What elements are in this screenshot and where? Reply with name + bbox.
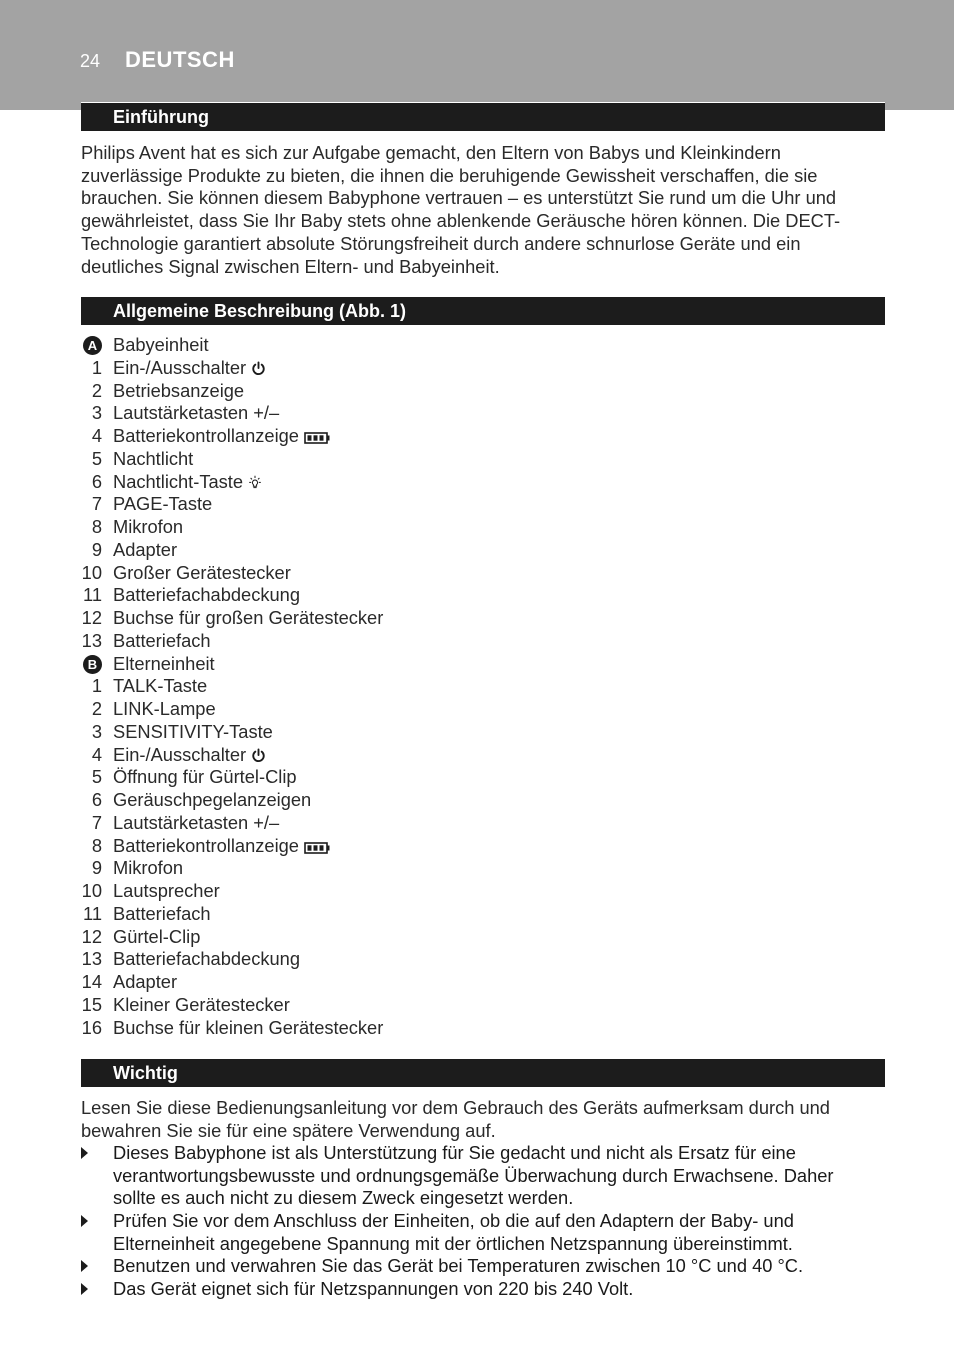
item-label-text: Adapter (113, 538, 178, 560)
item-label (113, 402, 279, 425)
item-label (113, 971, 177, 994)
item-label-text: Gürtel-Clip (113, 925, 201, 947)
item-label-text: Großer Gerätestecker (113, 561, 291, 583)
item-label (113, 903, 211, 926)
item-number: 15 (81, 993, 102, 1015)
item-label (113, 812, 279, 835)
item-label-text: Mikrofon (113, 516, 184, 537)
item-number: 10 (81, 880, 102, 901)
item-label (113, 562, 291, 585)
bullet-text: Benutzen und verwahren Sie das Gerät bei Temperaturen zwischen 10 °C und 40 °C. (113, 1255, 804, 1276)
item-label-text: PAGE-Taste (113, 493, 213, 515)
item-label (113, 630, 211, 653)
item-label (113, 357, 266, 382)
item-label (113, 789, 311, 812)
item-label-text: Ein-/Ausschalter (113, 356, 247, 378)
item-label-text: Nachtlicht (113, 447, 194, 469)
section-header-description (81, 296, 885, 325)
item-label-text: Batteriefach (113, 629, 211, 651)
item-label (113, 380, 244, 403)
section-title-intro: Einführung (113, 107, 209, 127)
item-label-text: Kleiner Gerätestecker (113, 993, 290, 1015)
item-label-text: SENSITIVITY-Taste (113, 720, 273, 742)
item-label (113, 926, 200, 949)
unit-letter-badge: B (83, 655, 102, 674)
item-label-text: Lautsprecher (113, 880, 220, 901)
item-label-text: Batteriefachabdeckung (113, 584, 301, 606)
power-icon (251, 746, 266, 769)
power-icon (251, 359, 266, 382)
item-number: 7 (91, 493, 102, 515)
item-label (113, 857, 183, 880)
item-label (113, 675, 207, 698)
item-label-text: Batteriefachabdeckung (113, 948, 301, 970)
item-label (113, 493, 212, 516)
item-number: 5 (91, 447, 102, 469)
item-label-text: Öffnung für Gürtel-Clip (113, 766, 297, 788)
item-label (113, 584, 300, 607)
item-label (113, 516, 183, 539)
item-label (113, 607, 383, 630)
item-number: 8 (91, 516, 102, 537)
item-label (113, 471, 262, 496)
item-number: 1 (91, 675, 102, 697)
item-label-text: Batteriefach (113, 902, 211, 924)
bullet-marker-icon (81, 1215, 88, 1227)
item-label-text: LINK-Lampe (113, 698, 216, 719)
item-label-text: Elterneinheit (113, 652, 215, 674)
item-label-text: Nachtlicht-Taste (113, 470, 244, 492)
important-paragraph: Lesen Sie diese Bedienungsanleitung vor dem Gebrauch des Geräts aufmerksam durch und bewahren Sie sie für eine spätere Verwendung auf. (81, 1097, 830, 1141)
bullet-marker-icon (81, 1147, 88, 1159)
page-number: 24 (80, 51, 101, 71)
item-label-text: Adapter (113, 971, 178, 992)
item-number: 10 (81, 561, 102, 583)
item-number: 4 (91, 425, 102, 446)
item-label (113, 539, 177, 562)
item-number: 12 (81, 607, 102, 628)
item-number: 7 (91, 811, 102, 833)
bullet-marker-icon (81, 1260, 88, 1272)
item-label (113, 448, 193, 471)
bullet-text: Dieses Babyphone ist als Unterstützung für Sie gedacht und nicht als Ersatz für eine verantwortungsbewusste und ordnungsgemäße Überwachung durch Erwachsene. Daher sollte es auch nicht zu diesem Zweck eingesetzt werden. (113, 1142, 834, 1209)
item-label (113, 744, 266, 769)
item-number: 9 (91, 538, 102, 560)
item-label-text: Ein-/Ausschalter (113, 743, 247, 765)
item-number: 6 (91, 470, 102, 492)
item-number: 4 (91, 743, 102, 765)
battery-icon (304, 427, 330, 450)
item-label (113, 425, 330, 450)
item-number: 1 (91, 356, 102, 378)
item-number: 11 (83, 902, 102, 924)
item-label (113, 994, 290, 1017)
item-label-text: Buchse für kleinen Gerätestecker (113, 1016, 384, 1038)
item-number: 5 (91, 766, 102, 788)
item-label (113, 948, 300, 971)
item-label (113, 835, 330, 860)
bullet-text: Prüfen Sie vor dem Anschluss der Einheiten, ob die auf den Adaptern der Baby- und Elterneinheit angegebene Spannung mit der örtlichen Netzspannung übereinstimmt. (113, 1210, 794, 1254)
page-header (0, 0, 954, 110)
bullet-marker-icon (81, 1283, 88, 1295)
bullet-text: Das Gerät eignet sich für Netzspannungen von 220 bis 240 Volt. (113, 1278, 634, 1299)
item-label-text: Geräuschpegelanzeigen (113, 789, 312, 810)
item-number: 16 (81, 1016, 102, 1038)
item-number: 2 (91, 698, 102, 719)
item-label-text: Lautstärketasten +/– (113, 402, 280, 424)
item-label (113, 334, 209, 357)
item-number: 11 (83, 584, 102, 606)
item-label-text: Mikrofon (113, 857, 184, 879)
section-header-intro (81, 102, 885, 131)
intro-paragraph: Philips Avent hat es sich zur Aufgabe gemacht, den Eltern von Babys und Kleinkindern zuverlässige Produkte zu bieten, die ihnen die beruhigende Gewissheit verschaffen, die sie brauchen. Sie können diesem Babyphone vertrauen – es unterstützt Sie rund um die Uhr und gewährleistet, dass Sie Ihr Baby stets ohne ablenkende Geräusche hören können. Die DECT-Technologie garantiert absolute Störungsfreiheit durch andere schnurlose Geräte und ein deutliches Signal zwischen Eltern- und Babyeinheit. (81, 142, 841, 277)
item-label (113, 880, 220, 903)
item-label-text: Batteriekontrollanzeige (113, 425, 299, 446)
item-label-text: TALK-Taste (113, 675, 208, 697)
section-header-important (81, 1058, 885, 1087)
item-label-text: Babyeinheit (113, 334, 209, 355)
item-number: 6 (91, 789, 102, 810)
item-label (113, 721, 273, 744)
unit-letter-badge: A (83, 336, 102, 355)
item-number: 8 (91, 834, 102, 856)
item-label-text: Lautstärketasten +/– (113, 811, 280, 833)
item-label-text: Buchse für großen Gerätestecker (113, 607, 384, 628)
language-title: DEUTSCH (125, 47, 235, 72)
item-label-text: Batteriekontrollanzeige (113, 834, 299, 856)
item-number: 12 (81, 925, 102, 947)
item-label-text: Betriebsanzeige (113, 379, 245, 401)
item-number: 9 (91, 857, 102, 879)
item-number: 2 (91, 379, 102, 401)
section-title-description: Allgemeine Beschreibung (Abb. 1) (113, 301, 407, 321)
item-number: 3 (91, 720, 102, 742)
item-label (113, 766, 297, 789)
battery-icon (304, 837, 330, 860)
section-title-important: Wichtig (113, 1063, 178, 1083)
item-label (113, 698, 216, 721)
item-label (113, 1017, 383, 1040)
item-number: 3 (91, 402, 102, 424)
item-number: 13 (81, 629, 102, 651)
item-number: 14 (81, 971, 102, 992)
item-label (113, 653, 215, 676)
nightlight-icon (248, 473, 262, 496)
item-number: 13 (81, 948, 102, 970)
